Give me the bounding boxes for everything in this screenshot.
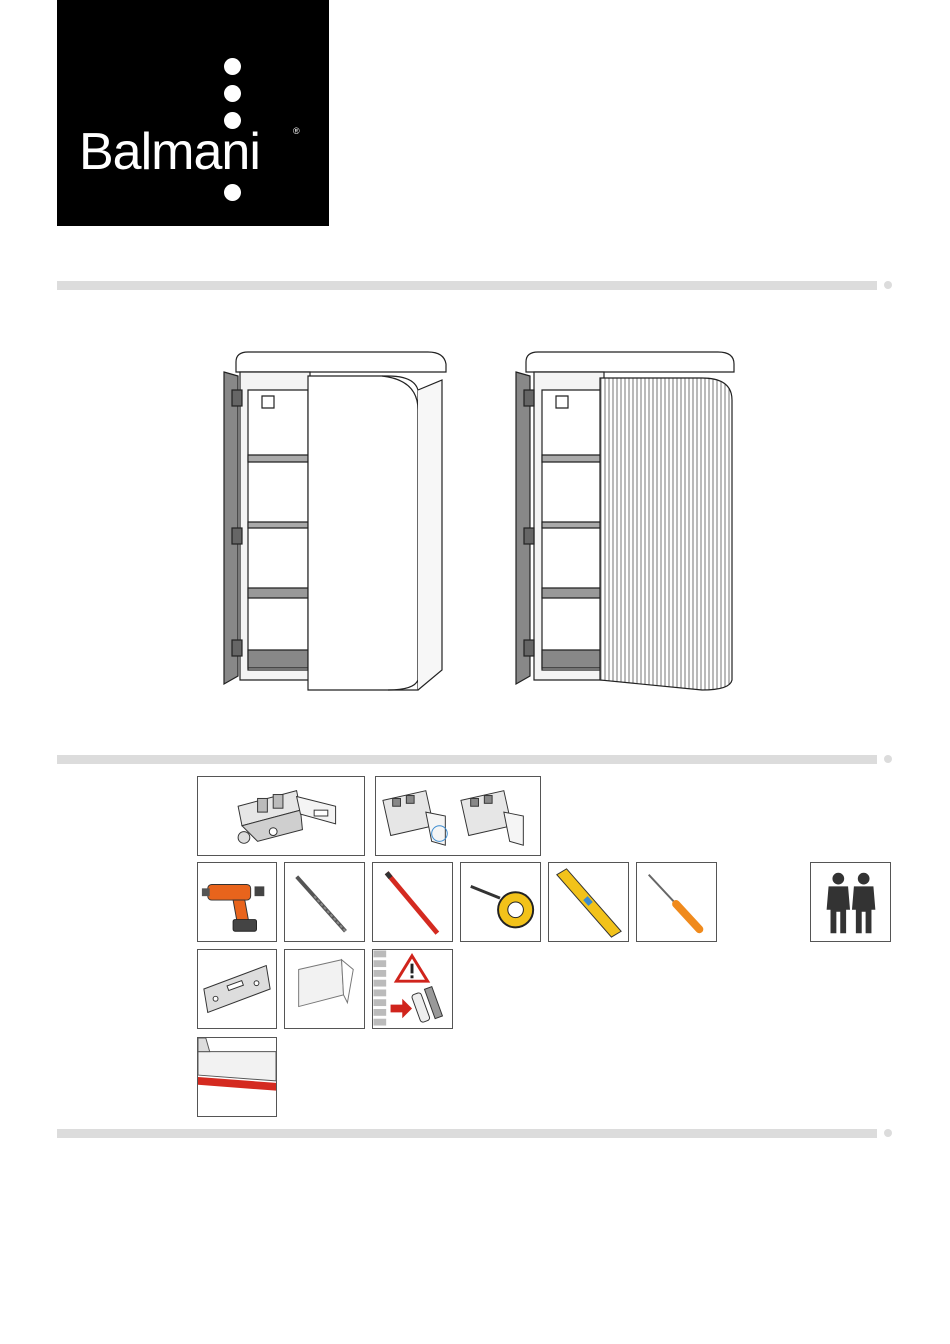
cabinet-open-ribbed xyxy=(512,350,744,700)
logo-dot xyxy=(224,58,241,75)
pencil-icon xyxy=(372,862,453,942)
drill-bit-icon xyxy=(284,862,365,942)
section-divider-dot xyxy=(884,755,892,763)
logo-dot xyxy=(224,184,241,201)
hanging-rail-icon xyxy=(197,949,277,1029)
brand-name: Balmani xyxy=(79,123,260,181)
section-divider xyxy=(57,281,877,290)
two-persons-icon xyxy=(810,862,891,942)
screwdriver-icon xyxy=(636,862,717,942)
wall-plug-warning-icon xyxy=(372,949,453,1029)
tape-measure-icon xyxy=(460,862,541,942)
section-divider-dot xyxy=(884,1129,892,1137)
wall-bracket-icon xyxy=(197,776,365,856)
edge-seal-icon xyxy=(197,1037,277,1117)
cordless-drill-icon xyxy=(197,862,277,942)
cover-cap-icon xyxy=(284,949,365,1029)
cabinet-open-plain xyxy=(218,350,450,700)
hinge-icon xyxy=(375,776,541,856)
section-divider xyxy=(57,1129,877,1138)
section-divider xyxy=(57,755,877,764)
registered-mark: ® xyxy=(293,126,300,136)
spirit-level-icon xyxy=(548,862,629,942)
section-divider-dot xyxy=(884,281,892,289)
logo-dot xyxy=(224,85,241,102)
brand-logo xyxy=(57,0,329,226)
